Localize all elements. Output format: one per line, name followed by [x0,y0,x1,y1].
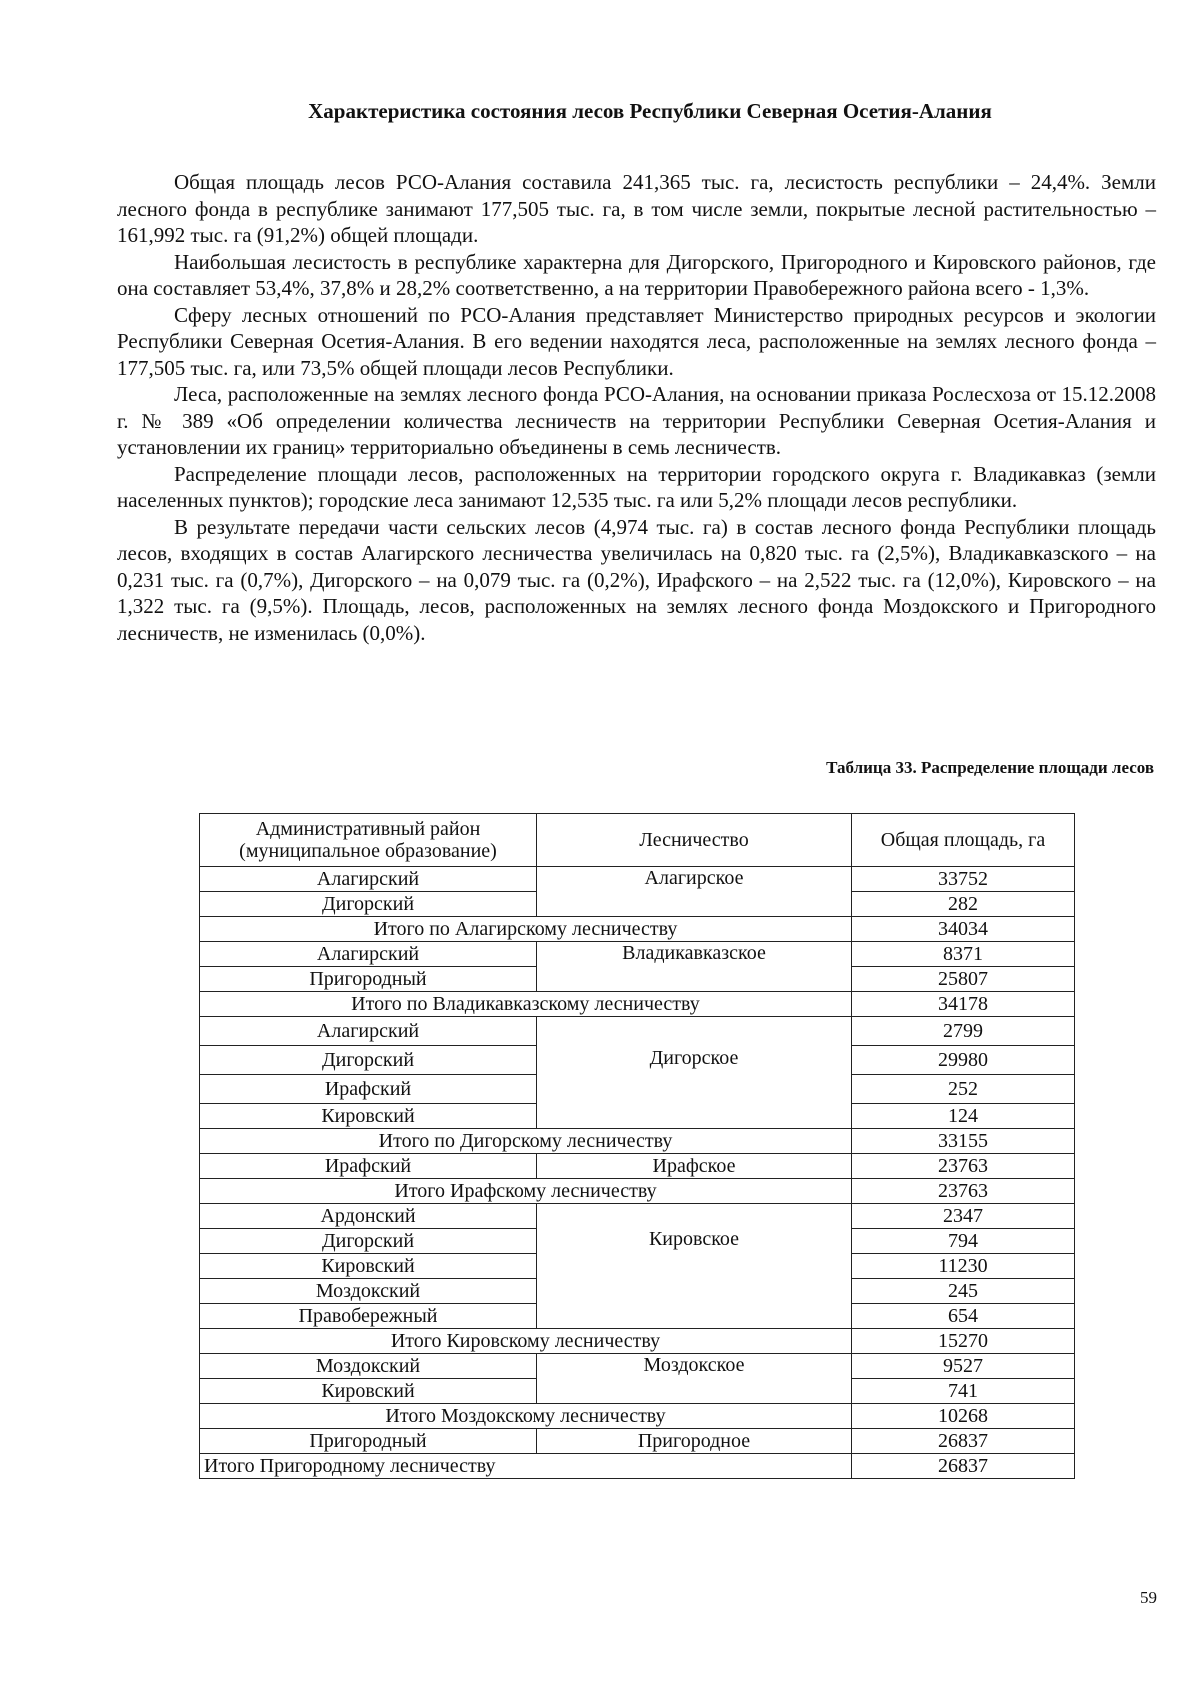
cell-district: Дигорский [200,892,537,917]
cell-area: 33752 [852,867,1075,892]
cell-total-label: Итого по Дигорскому лесничеству [200,1129,852,1154]
table-row [200,1204,1075,1229]
cell-area: 654 [852,1304,1075,1329]
cell-area: 2799 [852,1017,1075,1046]
paragraph: Наибольшая лесистость в республике характерна для Дигорского, Пригородного и Кировского районов, где она составляет 53,4%, 37,8% и 28,2% соответственно, а на территории Правобережного района всего - 1,3%. [117,249,1156,300]
table-row [200,942,1075,967]
cell-district: Моздокский [200,1279,537,1304]
cell-area: 8371 [852,942,1075,967]
cell-district: Кировский [200,1104,537,1129]
cell-forestry: Алагирское [537,867,852,917]
cell-area: 29980 [852,1046,1075,1075]
table-total-row [200,917,1075,942]
table-row [200,1017,1075,1046]
cell-area: 26837 [852,1429,1075,1454]
cell-area: 794 [852,1229,1075,1254]
cell-area: 124 [852,1104,1075,1129]
table-total-row [200,1129,1075,1154]
table-total-row [200,992,1075,1017]
cell-total-label: Итого по Владикавказскому лесничеству [200,992,852,1017]
forest-area-table [199,813,1075,1479]
header-area: Общая площадь, га [852,814,1075,867]
cell-district: Ирафский [200,1154,537,1179]
cell-district: Кировский [200,1379,537,1404]
cell-area: 11230 [852,1254,1075,1279]
cell-total-area: 15270 [852,1329,1075,1354]
cell-district: Дигорский [200,1229,537,1254]
cell-area: 2347 [852,1204,1075,1229]
table-caption: Таблица 33. Распределение площади лесов [826,758,1154,777]
cell-total-label: Итого Кировскому лесничеству [200,1329,852,1354]
cell-total-label: Итого по Алагирскому лесничеству [200,917,852,942]
body-text [117,169,1156,646]
table-row [200,867,1075,892]
cell-district: Пригородный [200,1429,537,1454]
cell-district: Алагирский [200,942,537,967]
cell-forestry: Моздокское [537,1354,852,1404]
cell-forestry: Ирафское [537,1154,852,1179]
cell-district: Дигорский [200,1046,537,1075]
header-district-line1: Административный район [255,818,481,840]
cell-district: Пригородный [200,967,537,992]
cell-total-area: 10268 [852,1404,1075,1429]
cell-area: 245 [852,1279,1075,1304]
cell-district: Алагирский [200,1017,537,1046]
cell-area: 9527 [852,1354,1075,1379]
cell-total-area: 34178 [852,992,1075,1017]
paragraph: В результате передачи части сельских лесов (4,974 тыс. га) в состав лесного фонда Республики площадь лесов, входящих в состав Алагирского лесничества увеличилась на 0,820 тыс. га (2,5%), Владикавказского – на 0,231 тыс. га (0,7%), Дигорского – на 0,079 тыс. га (0,2%), Ирафского – на 2,522 тыс. га (12,0%), Кировского – на 1,322 тыс. га (9,5%). Площадь, лесов, расположенных на землях лесного фонда Моздокского и Пригородного лесничеств, не изменилась (0,0%). [117,514,1156,645]
page-title: Характеристика состояния лесов Республики Северная Осетия-Алания [308,99,992,123]
paragraph: Сферу лесных отношений по РСО-Алания представляет Министерство природных ресурсов и экологии Республики Северная Осетия-Алания. В его ведении находятся леса, расположенные на землях лесного фонда – 177,505 тыс. га, или 73,5% общей площади лесов Республики. [117,302,1156,380]
header-district-line2: (муниципальное образование) [239,840,497,862]
cell-total-area: 34034 [852,917,1075,942]
table-total-row [200,1454,1075,1479]
cell-district: Ирафский [200,1075,537,1104]
cell-forestry: Владикавказское [537,942,852,992]
table-total-row [200,1179,1075,1204]
paragraph: Леса, расположенные на землях лесного фонда РСО-Алания, на основании приказа Рослесхоза от 15.12.2008 г. № 389 «Об определении количества лесничеств на территории Республики Северная Осетия-Алания и установлении их границ» территориально объединены в семь лесничеств. [117,382,1156,459]
cell-area: 741 [852,1379,1075,1404]
cell-district: Кировский [200,1254,537,1279]
cell-area: 252 [852,1075,1075,1104]
table-header-row [200,814,1075,867]
paragraph: Распределение площади лесов, расположенных на территории городского округа г. Владикавказ (земли населенных пунктов); городские леса занимают 12,535 тыс. га или 5,2% площади лесов республики. [117,461,1156,512]
cell-total-area: 26837 [852,1454,1075,1479]
paragraph: Общая площадь лесов РСО-Алания составила 241,365 тыс. га, лесистость республики – 24,4%. Земли лесного фонда в республике занимают 177,505 тыс. га, в том числе земли, покрытые лесной растительностью – 161,992 тыс. га (91,2%) общей площади. [117,170,1156,247]
header-district [200,814,537,867]
header-forestry: Лесничество [537,814,852,867]
cell-district: Правобережный [200,1304,537,1329]
table-row [200,1154,1075,1179]
cell-district: Алагирский [200,867,537,892]
page-number: 59 [1140,1588,1157,1607]
table-row [200,1354,1075,1379]
cell-area: 23763 [852,1154,1075,1179]
table-total-row [200,1404,1075,1429]
cell-forestry: Кировское [537,1204,852,1329]
cell-forestry: Пригородное [537,1429,852,1454]
cell-forestry: Дигорское [537,1017,852,1129]
cell-area: 282 [852,892,1075,917]
table-total-row [200,1329,1075,1354]
cell-area: 25807 [852,967,1075,992]
table-row [200,1429,1075,1454]
cell-district: Ардонский [200,1204,537,1229]
cell-total-label: Итого Моздокскому лесничеству [200,1404,852,1429]
cell-total-area: 23763 [852,1179,1075,1204]
cell-total-label: Итого Ирафскому лесничеству [200,1179,852,1204]
cell-total-label: Итого Пригородному лесничеству [200,1454,852,1479]
cell-district: Моздокский [200,1354,537,1379]
cell-total-area: 33155 [852,1129,1075,1154]
